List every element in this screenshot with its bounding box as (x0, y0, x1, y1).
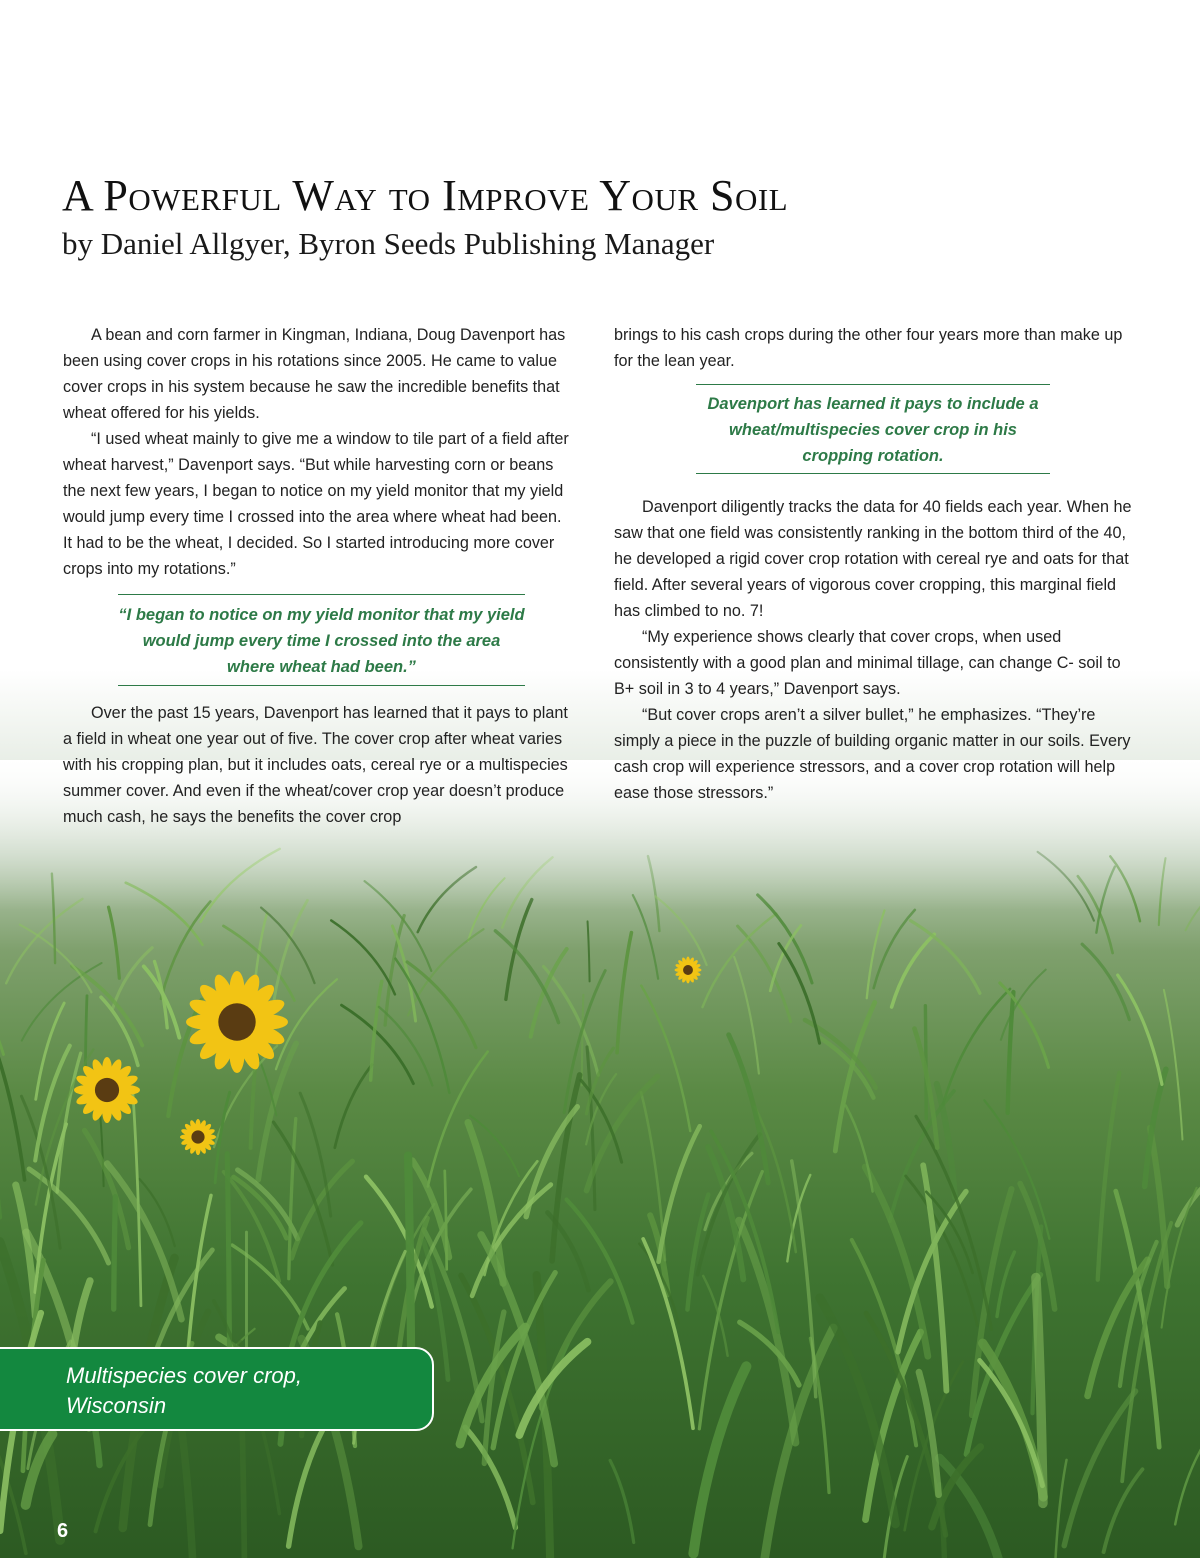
left-column (63, 322, 573, 830)
paragraph: “I used wheat mainly to give me a window to tile part of a field after wheat harvest,” Davenport says. “But while harvesting corn or beans the next few years, I began to notice on my yield monitor that my yield would jump every time I crossed into the area where wheat had been. It had to be the wheat, I decided. So I started introducing more cover crops into my rotations.” (63, 430, 569, 578)
page-number: 6 (57, 1520, 69, 1542)
article-title: A Powerful Way to Improve Your Soil (62, 171, 789, 220)
paragraph: “My experience shows clearly that cover crops, when used consistently with a good plan and minimal tillage, can change C- soil to B+ soil in 3 to 4 years,” Davenport says. (614, 628, 1121, 698)
pull-quote: “I began to notice on my yield monitor that my yield would jump every time I crossed into the area where wheat had been.” (118, 594, 525, 686)
right-column (614, 322, 1134, 806)
photo-caption (0, 1347, 434, 1431)
article-byline: by Daniel Allgyer, Byron Seeds Publishing Manager (62, 226, 715, 261)
caption-line: Multispecies cover crop, (66, 1363, 302, 1388)
paragraph: Over the past 15 years, Davenport has learned that it pays to plant a field in wheat one year out of five. The cover crop after wheat varies with his cropping plan, but it includes oats, cereal rye or a multispecies summer cover. And even if the wheat/cover crop year doesn’t produce much cash, he says the benefits the cover crop (63, 704, 568, 826)
paragraph-continued: brings to his cash crops during the other four years more than make up for the lean year. (614, 326, 1123, 370)
pull-quote: Davenport has learned it pays to include a wheat/multispecies cover crop in his cropping rotation. (696, 384, 1050, 474)
caption-line: Wisconsin (66, 1393, 167, 1418)
paragraph: Davenport diligently tracks the data for 40 fields each year. When he saw that one field was consistently ranking in the bottom third of the 40, he developed a rigid cover crop rotation with cereal rye and oats for that field. After several years of vigorous cover cropping, this marginal field has climbed to no. 7! (614, 498, 1132, 620)
paragraph: “But cover crops aren’t a silver bullet,” he emphasizes. “They’re simply a piece in the puzzle of building organic matter in our soils. Every cash crop will experience stressors, and a cover crop rotation will help ease those stressors.” (614, 706, 1131, 802)
paragraph: A bean and corn farmer in Kingman, Indiana, Doug Davenport has been using cover crops in his rotations since 2005. He came to value cover crops in his system because he saw the incredible benefits that wheat offered for his yields. (63, 326, 566, 422)
